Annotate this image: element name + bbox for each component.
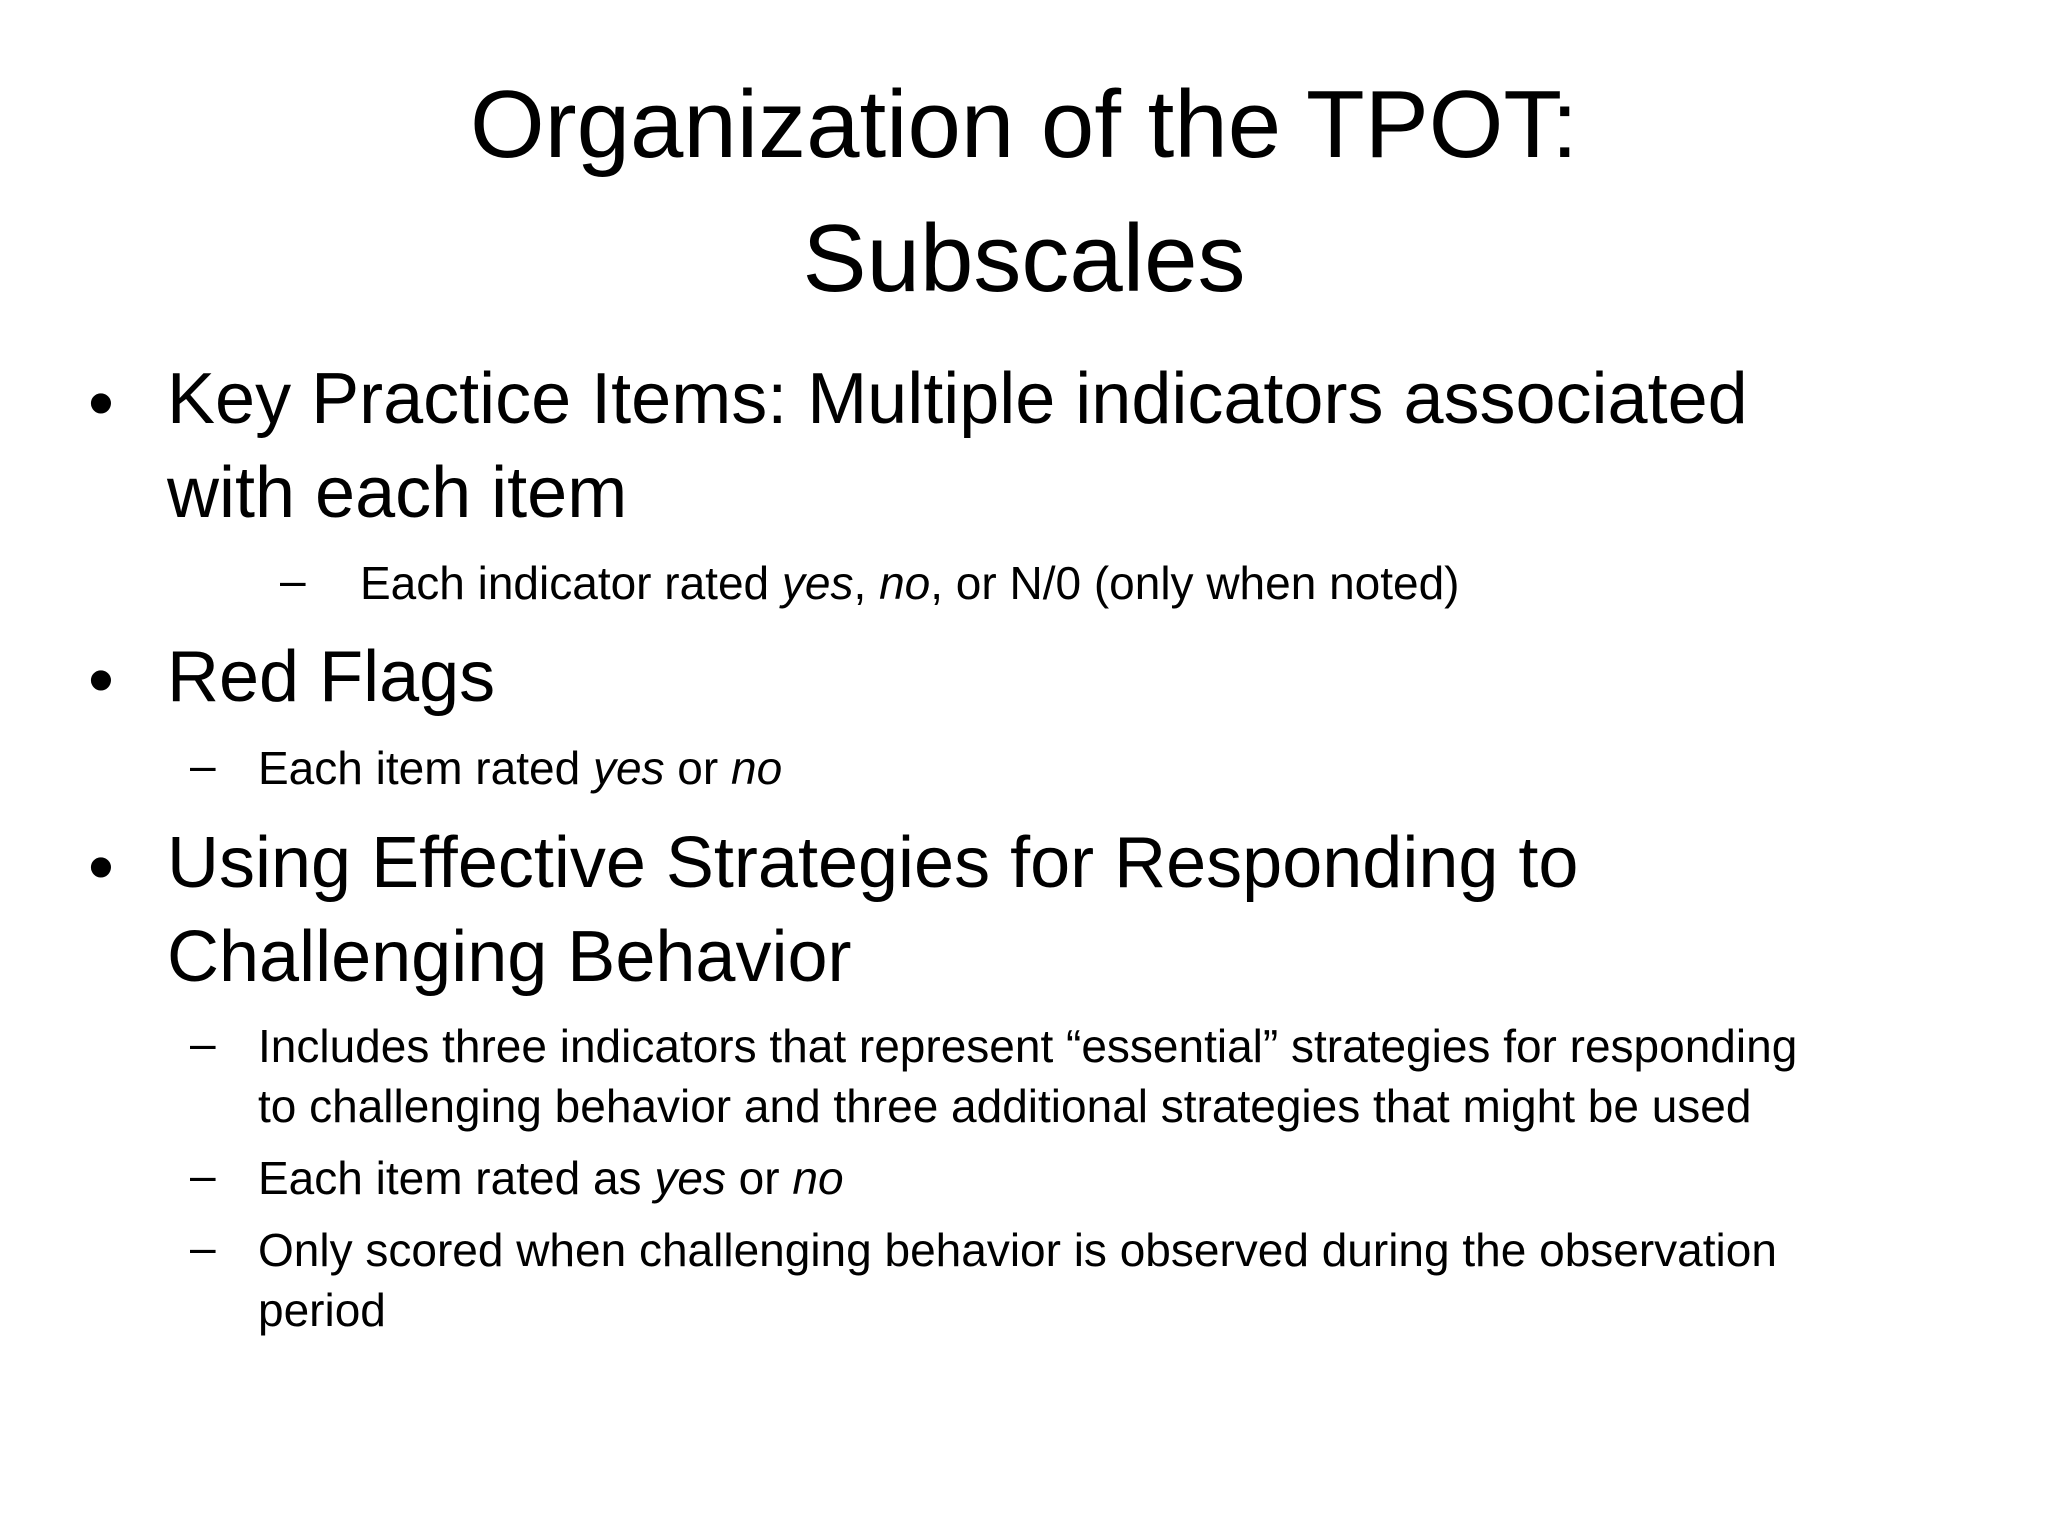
sub-text: , or N/0 (only when noted): [930, 557, 1460, 609]
bullet-text-line: with each item: [167, 453, 628, 533]
dash-icon: –: [190, 1017, 216, 1069]
bullet-icon: •: [88, 638, 114, 721]
sub-text: Each item rated as: [258, 1152, 655, 1204]
dash-icon: –: [190, 739, 216, 791]
dash-icon: –: [280, 554, 306, 606]
sub-text-emphasis: no: [792, 1152, 844, 1204]
sub-text-emphasis: no: [879, 557, 931, 609]
dash-icon: –: [190, 1221, 216, 1273]
title-line-2: Subscales: [802, 205, 1246, 312]
bullet-text-line: Using Effective Strategies for Responding to: [167, 823, 1579, 903]
bullet-text-line: Key Practice Items: Multiple indicators associated: [167, 359, 1748, 439]
bullet-text-line: Red Flags: [167, 637, 496, 717]
sub-text: Each item rated: [258, 742, 593, 794]
sub-text: Only scored when challenging behavior is observed during the observation: [258, 1224, 1777, 1276]
dash-icon: –: [190, 1149, 216, 1201]
title-line-1: Organization of the TPOT:: [469, 71, 1579, 178]
sub-text: to challenging behavior and three additional strategies that might be used: [258, 1080, 1752, 1132]
bullet-icon: •: [88, 361, 114, 444]
bullet-red-flags: [167, 630, 1997, 724]
sub-text-emphasis: no: [731, 742, 783, 794]
bullet-key-practice-items: [167, 352, 1997, 540]
sub-text: Includes three indicators that represent “essential” strategies for responding: [258, 1020, 1798, 1072]
sub-bullet-only-scored: [258, 1220, 1978, 1340]
bullet-text-line: Challenging Behavior: [167, 917, 852, 997]
sub-text: or: [725, 1152, 793, 1204]
sub-text: period: [258, 1284, 386, 1336]
sub-bullet-three-indicators: [258, 1016, 1978, 1136]
sub-text: or: [664, 742, 731, 794]
bullet-icon: •: [88, 825, 114, 908]
sub-text-emphasis: yes: [654, 1152, 726, 1204]
sub-bullet-indicator-rating: [360, 553, 1960, 613]
sub-bullet-item-rating: [258, 1148, 1978, 1208]
sub-bullet-red-flags-rating: [258, 738, 1978, 798]
sub-text-emphasis: yes: [781, 557, 854, 609]
sub-text: Each indicator rated: [360, 557, 782, 609]
sub-text-emphasis: yes: [592, 742, 665, 794]
sub-text: ,: [853, 557, 880, 609]
bullet-effective-strategies: [167, 816, 1997, 1004]
